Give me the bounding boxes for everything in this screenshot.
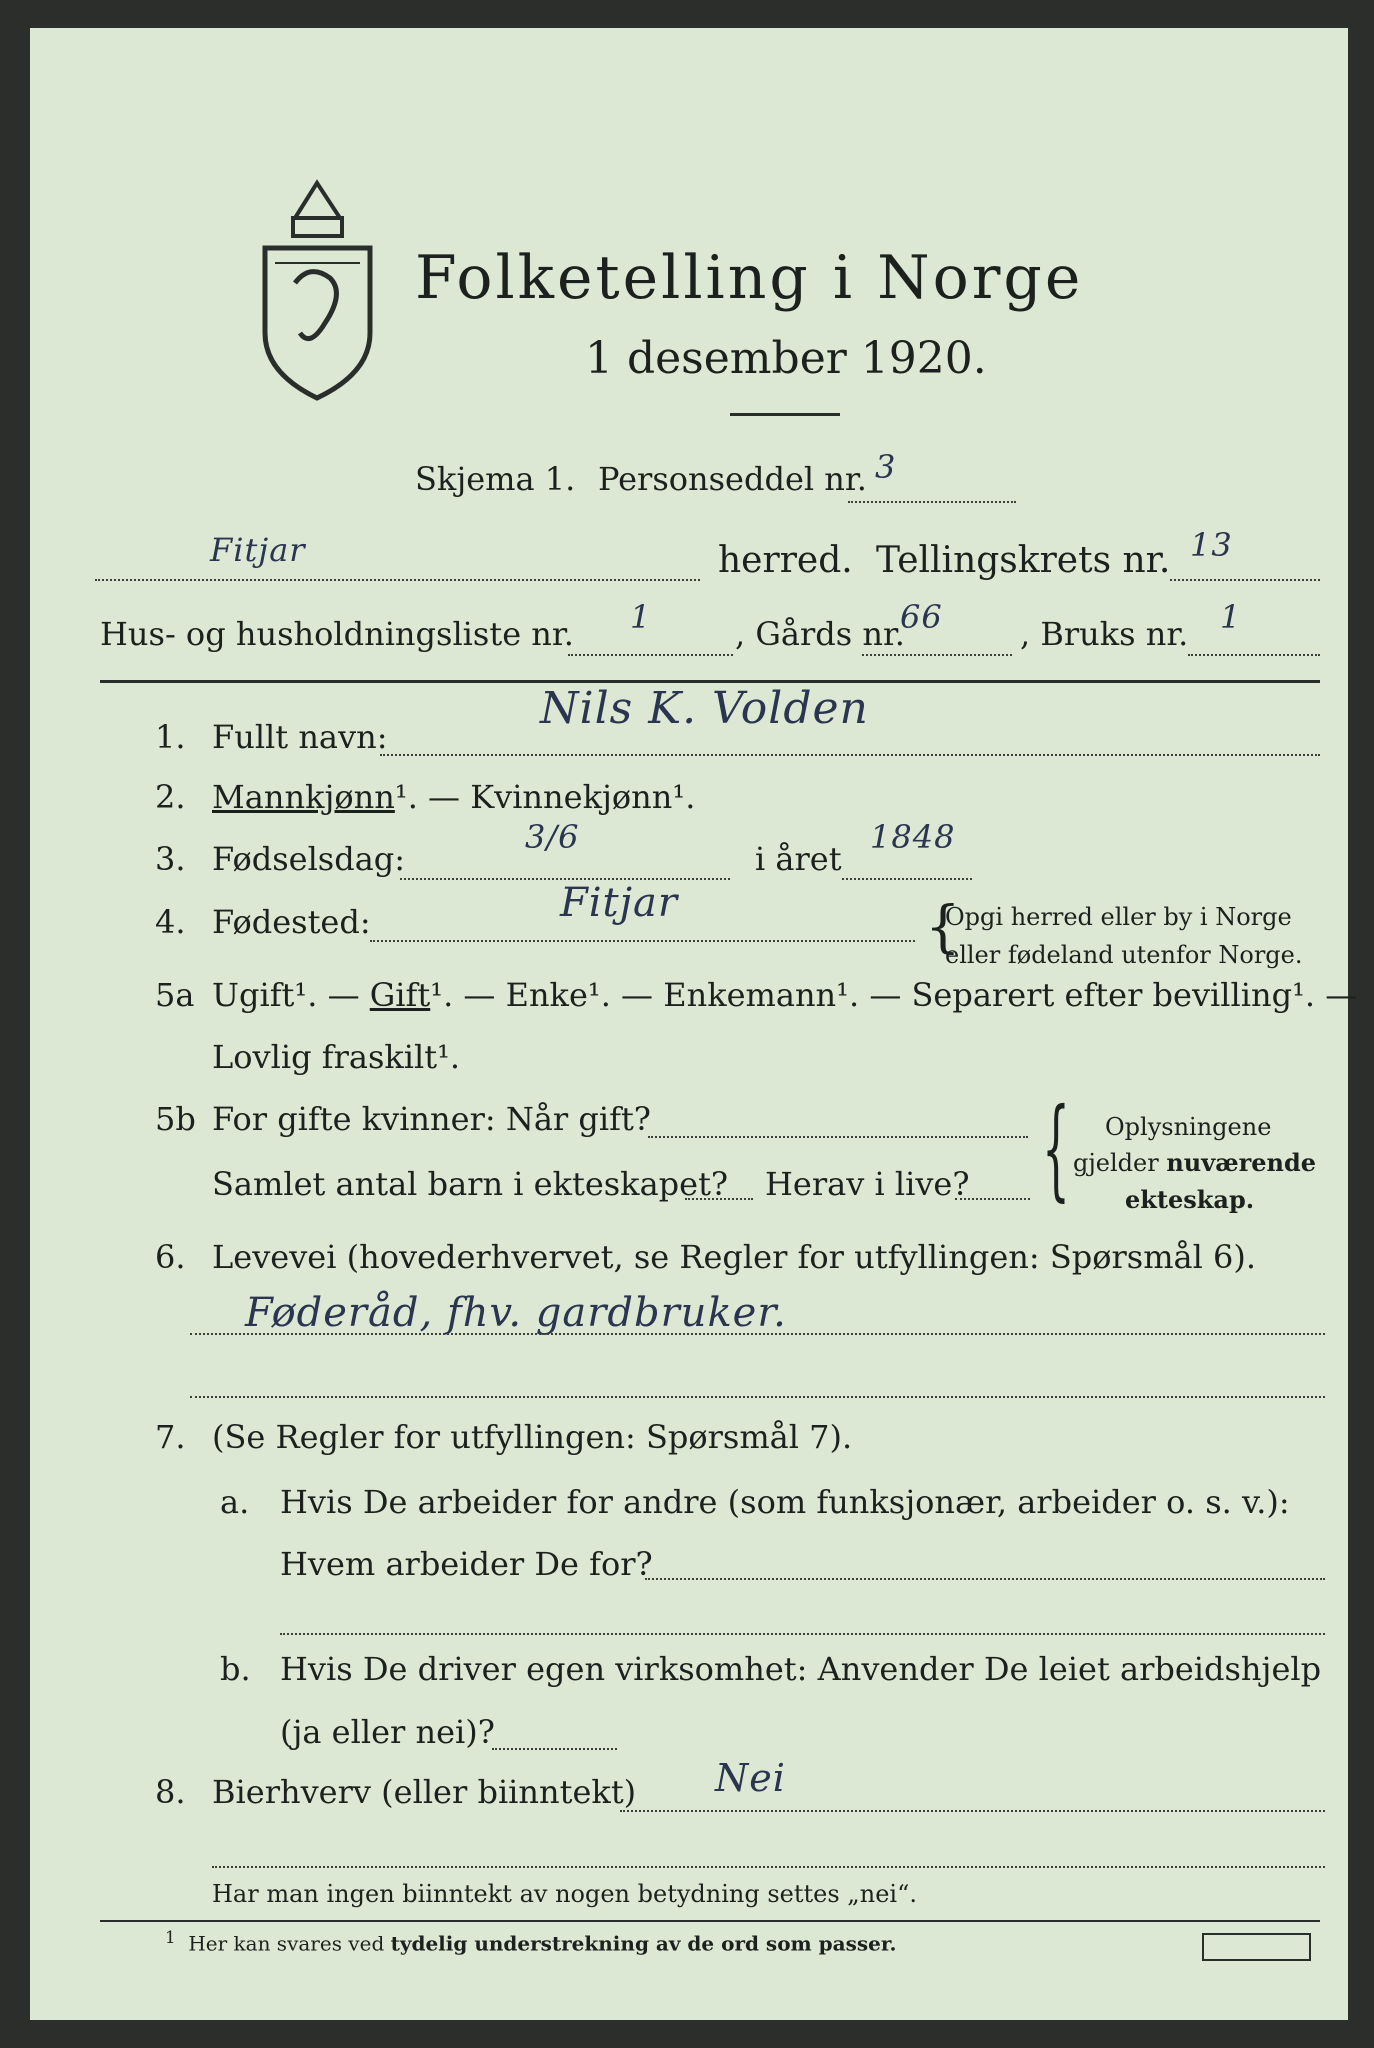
personseddel-value: 3 — [875, 448, 897, 486]
gards-label: , Gårds nr. — [735, 615, 905, 653]
q4-value: Fitjar — [560, 880, 678, 926]
footer-note: Har man ingen biinntekt av nogen betydning settes „nei“. — [212, 1880, 917, 1908]
q5b-number: 5b — [155, 1100, 196, 1138]
q3-year-label: i året — [755, 840, 842, 878]
q3-day-value: 3/6 — [525, 818, 580, 856]
q7b-line-2: (ja eller nei)? — [280, 1713, 495, 1751]
q5a-options: Ugift¹. — Gift¹. — Enke¹. — Enkemann¹. — Separert efter bevilling¹. — — [212, 976, 1358, 1014]
q5b-note-3: ekteskap. — [1125, 1185, 1255, 1214]
personseddel-label: Personseddel nr. — [598, 460, 867, 498]
q5a-options-2: Lovlig fraskilt¹. — [212, 1038, 461, 1076]
q1-number: 1. — [155, 718, 186, 756]
q4-label: Fødested: — [212, 903, 371, 941]
q3-number: 3. — [155, 840, 186, 878]
tellingskrets-label: Tellingskrets nr. — [876, 540, 1171, 581]
q7-label: (Se Regler for utfyllingen: Spørsmål 7). — [212, 1418, 853, 1456]
q2-male: Mannkjønn¹. — Kvinnekjønn¹. — [212, 778, 696, 816]
q7b-letter: b. — [220, 1650, 251, 1688]
q4-brace: { — [925, 895, 961, 960]
husholdning-value: 1 — [630, 598, 652, 636]
q7a-line-1: Hvis De arbeider for andre (som funksjonær, arbeider o. s. v.): — [280, 1483, 1290, 1521]
q5b-note-1: Oplysningene — [1105, 1113, 1272, 1141]
q4-note-1: Opgi herred eller by i Norge — [945, 903, 1292, 931]
q2-number: 2. — [155, 778, 186, 816]
q7-number: 7. — [155, 1418, 186, 1456]
q5b-label-2: Samlet antal barn i ekteskapet? — [212, 1165, 729, 1203]
tellingskrets-value: 13 — [1190, 526, 1233, 564]
q4-number: 4. — [155, 903, 186, 941]
q7a-line-2: Hvem arbeider De for? — [280, 1545, 653, 1583]
q8-label: Bierhverv (eller biinntekt) — [212, 1773, 637, 1811]
q5b-label-1: For gifte kvinner: Når gift? — [212, 1100, 651, 1138]
form-date: 1 desember 1920. — [585, 333, 987, 384]
herred-label: herred. — [718, 540, 853, 581]
schema-label: Skjema 1. — [415, 460, 576, 498]
footnote: $^1$ Her kan svares ved tydelig understrekning av de ord som passer. — [165, 1928, 897, 1956]
q5b-brace: { — [1042, 1084, 1070, 1212]
form-title: Folketelling i Norge — [415, 243, 1084, 313]
coat-of-arms-icon — [255, 173, 380, 407]
q4-note-2: eller fødeland utenfor Norge. — [945, 941, 1303, 969]
bruks-value: 1 — [1220, 598, 1242, 636]
herred-value: Fitjar — [210, 531, 306, 569]
q5b-note-2: gjelder nuværende — [1073, 1148, 1317, 1177]
census-form — [30, 28, 1358, 2020]
q8-value: Nei — [715, 1756, 786, 1800]
q1-label: Fullt navn: — [212, 718, 388, 756]
q3-label: Fødselsdag: — [212, 840, 406, 878]
q7a-letter: a. — [220, 1483, 250, 1521]
q6-value: Føderåd, fhv. gardbruker. — [245, 1290, 787, 1336]
q1-value: Nils K. Volden — [540, 683, 869, 734]
q7b-line-1: Hvis De driver egen virksomhet: Anvender De leiet arbeidshjelp — [280, 1650, 1322, 1688]
husholdning-label: Hus- og husholdningsliste nr. — [100, 615, 574, 653]
q8-number: 8. — [155, 1773, 186, 1811]
q3-year-value: 1848 — [870, 818, 956, 856]
gards-value: 66 — [900, 598, 943, 636]
q5b-label-3: Herav i live? — [765, 1165, 970, 1203]
bruks-label: , Bruks nr. — [1020, 615, 1189, 653]
q6-number: 6. — [155, 1238, 186, 1276]
printer-stamp-icon — [1202, 1933, 1311, 1961]
q5a-number: 5a — [155, 976, 195, 1014]
q6-label: Levevei (hovederhvervet, se Regler for utfyllingen: Spørsmål 6). — [212, 1238, 1257, 1276]
